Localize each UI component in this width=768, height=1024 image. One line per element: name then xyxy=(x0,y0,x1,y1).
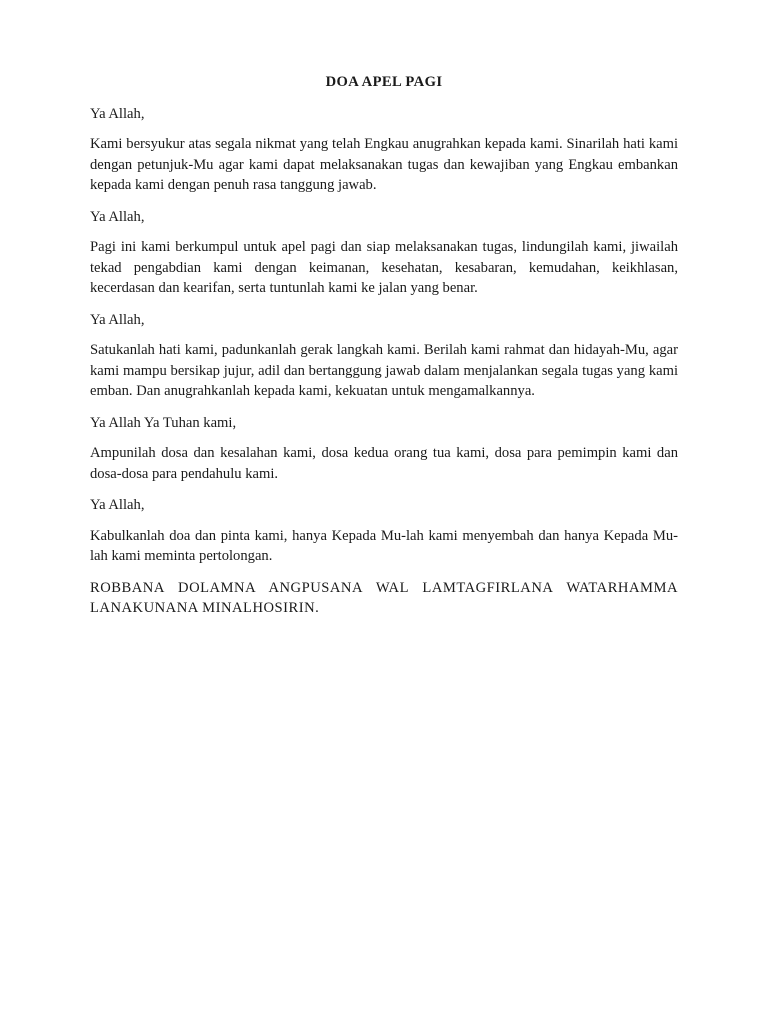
salutation: Ya Allah, xyxy=(90,105,145,122)
closing-prayer: ROBBANA DOLAMNA ANGPUSANA WAL LAMTAGFIRLANA WATARHAMMA LANAKUNANA MINALHOSIRIN. xyxy=(90,579,678,616)
paragraph: Ampunilah dosa dan kesalahan kami, dosa kedua orang tua kami, dosa para pemimpin kami dan dosa-dosa para pendahulu kami. xyxy=(90,445,678,482)
paragraph: Kami bersyukur atas segala nikmat yang telah Engkau anugrahkan kepada kami. Sinarilah hati kami dengan petunjuk-Mu agar kami dapat melaksanakan tugas dan kewajiban yang Engkau embankan kepada kami dengan penuh rasa tanggung jawab. xyxy=(90,136,678,193)
document-content xyxy=(90,72,678,619)
salutation: Ya Allah Ya Tuhan kami, xyxy=(90,414,237,431)
paragraph: Satukanlah hati kami, padunkanlah gerak langkah kami. Berilah kami rahmat dan hidayah-Mu, agar kami mampu bersikap jujur, adil dan bertanggung jawab dalam menjalankan segala tugas yang kami emban. Dan anugrahkanlah kepada kami, kekuatan untuk mengamalkannya. xyxy=(90,342,678,399)
salutation: Ya Allah, xyxy=(90,208,145,225)
salutation: Ya Allah, xyxy=(90,497,145,513)
salutation: Ya Allah, xyxy=(90,311,145,328)
document-title: DOA APEL PAGI xyxy=(325,74,443,90)
paragraph: Pagi ini kami berkumpul untuk apel pagi dan siap melaksanakan tugas, lindungilah kami, jiwailah tekad pengabdian kami dengan keimanan, kesehatan, kesabaran, kemudahan, keikhlasan, kecerdasan dan kearifan, serta tuntunlah kami ke jalan yang benar. xyxy=(90,239,678,296)
paragraph: Kabulkanlah doa dan pinta kami, hanya Kepada Mu-lah kami menyembah dan hanya Kepada Mu-lah kami meminta pertolongan. xyxy=(90,527,678,564)
